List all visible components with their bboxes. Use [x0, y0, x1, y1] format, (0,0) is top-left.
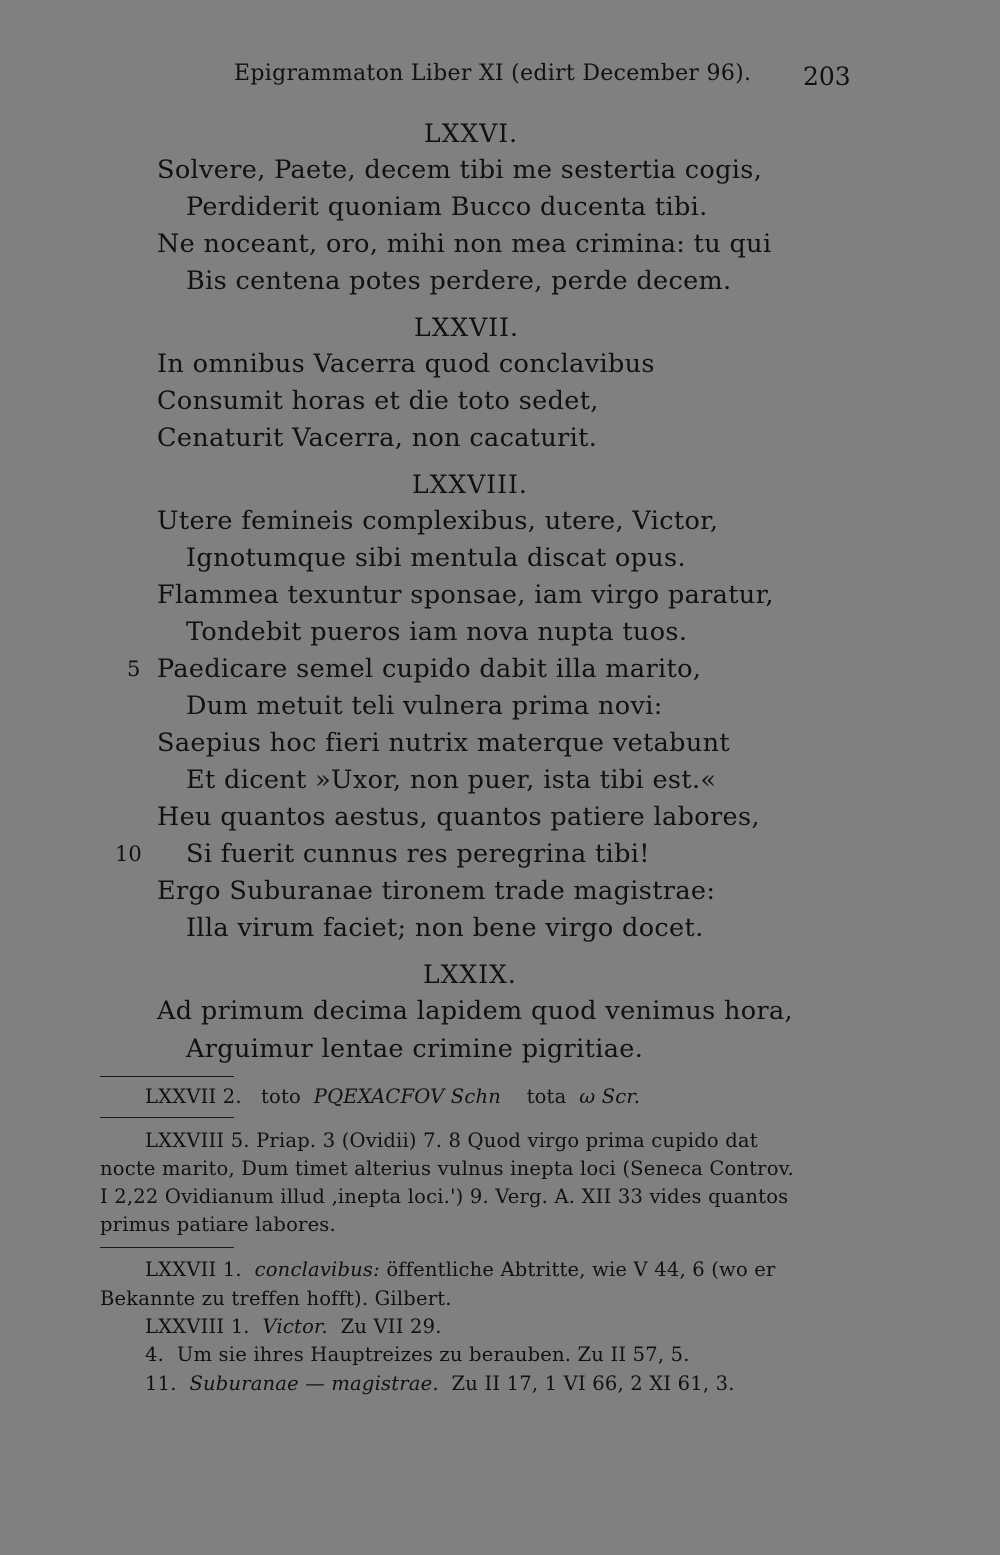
- verse-line: Consumit horas et die toto sedet,: [157, 386, 599, 416]
- verse-line: Flammea texuntur sponsae, iam virgo paratur,: [157, 580, 774, 610]
- testimonia-line: primus patiare labores.: [100, 1213, 336, 1236]
- commentary-entry: [145, 1315, 442, 1338]
- commentary-entry: [145, 1258, 776, 1281]
- verse-line: Solvere, Paete, decem tibi me sestertia cogis,: [157, 155, 763, 185]
- verse-line: Saepius hoc fieri nutrix materque vetabunt: [157, 728, 730, 758]
- testimonia-line: LXXVIII 5. Priap. 3 (Ovidii) 7. 8 Quod virgo prima cupido dat: [145, 1129, 758, 1152]
- verse-line: Illa virum faciet; non bene virgo docet.: [186, 913, 704, 943]
- verse-line: Perdiderit quoniam Bucco ducenta tibi.: [186, 192, 708, 222]
- commentary-continuation: Bekannte zu treffen hofft). Gilbert.: [100, 1287, 452, 1310]
- verse-line: Heu quantos aestus, quantos patiere labores,: [157, 802, 760, 832]
- poem-number: LXXVII.: [414, 313, 519, 342]
- commentary-text: öffentliche Abtritte, wie V 44, 6 (wo er: [386, 1258, 776, 1281]
- commentary-ref: 4.: [145, 1343, 165, 1366]
- verse-line: Ignotumque sibi mentula discat opus.: [186, 543, 686, 573]
- line-number: 10: [115, 842, 142, 866]
- verse-line: Bis centena potes perdere, perde decem.: [186, 266, 732, 296]
- verse-line: Utere femineis complexibus, utere, Victor,: [157, 506, 719, 536]
- poem-number: LXXVIII.: [412, 470, 528, 499]
- verse-line: Dum metuit teli vulnera prima novi:: [186, 691, 663, 721]
- commentary-lemma: conclavibus:: [254, 1258, 380, 1281]
- commentary-lemma: Suburanae — magistrae.: [189, 1372, 439, 1395]
- footnote-rule: [100, 1247, 234, 1248]
- commentary-ref: LXXVII 1.: [145, 1258, 242, 1281]
- verse-line: Ad primum decima lapidem quod venimus hora,: [157, 996, 794, 1026]
- commentary-entry: [145, 1343, 690, 1366]
- commentary-ref: LXXVIII 1.: [145, 1315, 250, 1338]
- verse-line: Si fuerit cunnus res peregrina tibi!: [186, 839, 650, 869]
- line-number: 5: [127, 657, 141, 681]
- running-title: Epigrammaton Liber XI (edirt December 96).: [234, 61, 752, 86]
- verse-line: In omnibus Vacerra quod conclavibus: [157, 349, 655, 379]
- apparatus-variant: tota: [526, 1085, 567, 1108]
- poem-number: LXXIX.: [423, 960, 517, 989]
- testimonia-line: nocte marito, Dum timet alterius vulnus inepta loci (Seneca Controv.: [100, 1157, 794, 1180]
- apparatus-reading: toto: [261, 1085, 301, 1108]
- poem-number: LXXVI.: [424, 119, 519, 148]
- commentary-lemma: Victor.: [262, 1315, 328, 1338]
- footnote-rule: [100, 1076, 234, 1077]
- commentary-text: Um sie ihres Hauptreizes zu berauben. Zu II 57, 5.: [176, 1343, 690, 1366]
- verse-line: Et dicent »Uxor, non puer, ista tibi est.«: [186, 765, 717, 795]
- verse-line: Tondebit pueros iam nova nupta tuos.: [186, 617, 688, 647]
- page-number: 203: [803, 62, 851, 91]
- apparatus-ref: LXXVII 2.: [145, 1085, 242, 1108]
- apparatus-witnesses: PQEXACFOV Schn: [313, 1085, 501, 1108]
- verse-line: Arguimur lentae crimine pigritiae.: [186, 1034, 644, 1064]
- apparatus-variant-witness: ω Scr.: [579, 1085, 641, 1108]
- verse-line: Cenaturit Vacerra, non cacaturit.: [157, 423, 598, 453]
- verse-line: Paedicare semel cupido dabit illa marito,: [157, 654, 702, 684]
- commentary-entry: [145, 1372, 735, 1395]
- footnote-rule: [100, 1117, 234, 1118]
- testimonia-line: I 2,22 Ovidianum illud ‚inepta loci.') 9. Verg. A. XII 33 vides quantos: [100, 1185, 789, 1208]
- commentary-ref: 11.: [145, 1372, 177, 1395]
- verse-line: Ne noceant, oro, mihi non mea crimina: tu qui: [157, 229, 772, 259]
- apparatus-entry: [145, 1085, 640, 1108]
- commentary-text: Zu VII 29.: [340, 1315, 442, 1338]
- verse-line: Ergo Suburanae tironem trade magistrae:: [157, 876, 716, 906]
- commentary-text: Zu II 17, 1 VI 66, 2 XI 61, 3.: [451, 1372, 735, 1395]
